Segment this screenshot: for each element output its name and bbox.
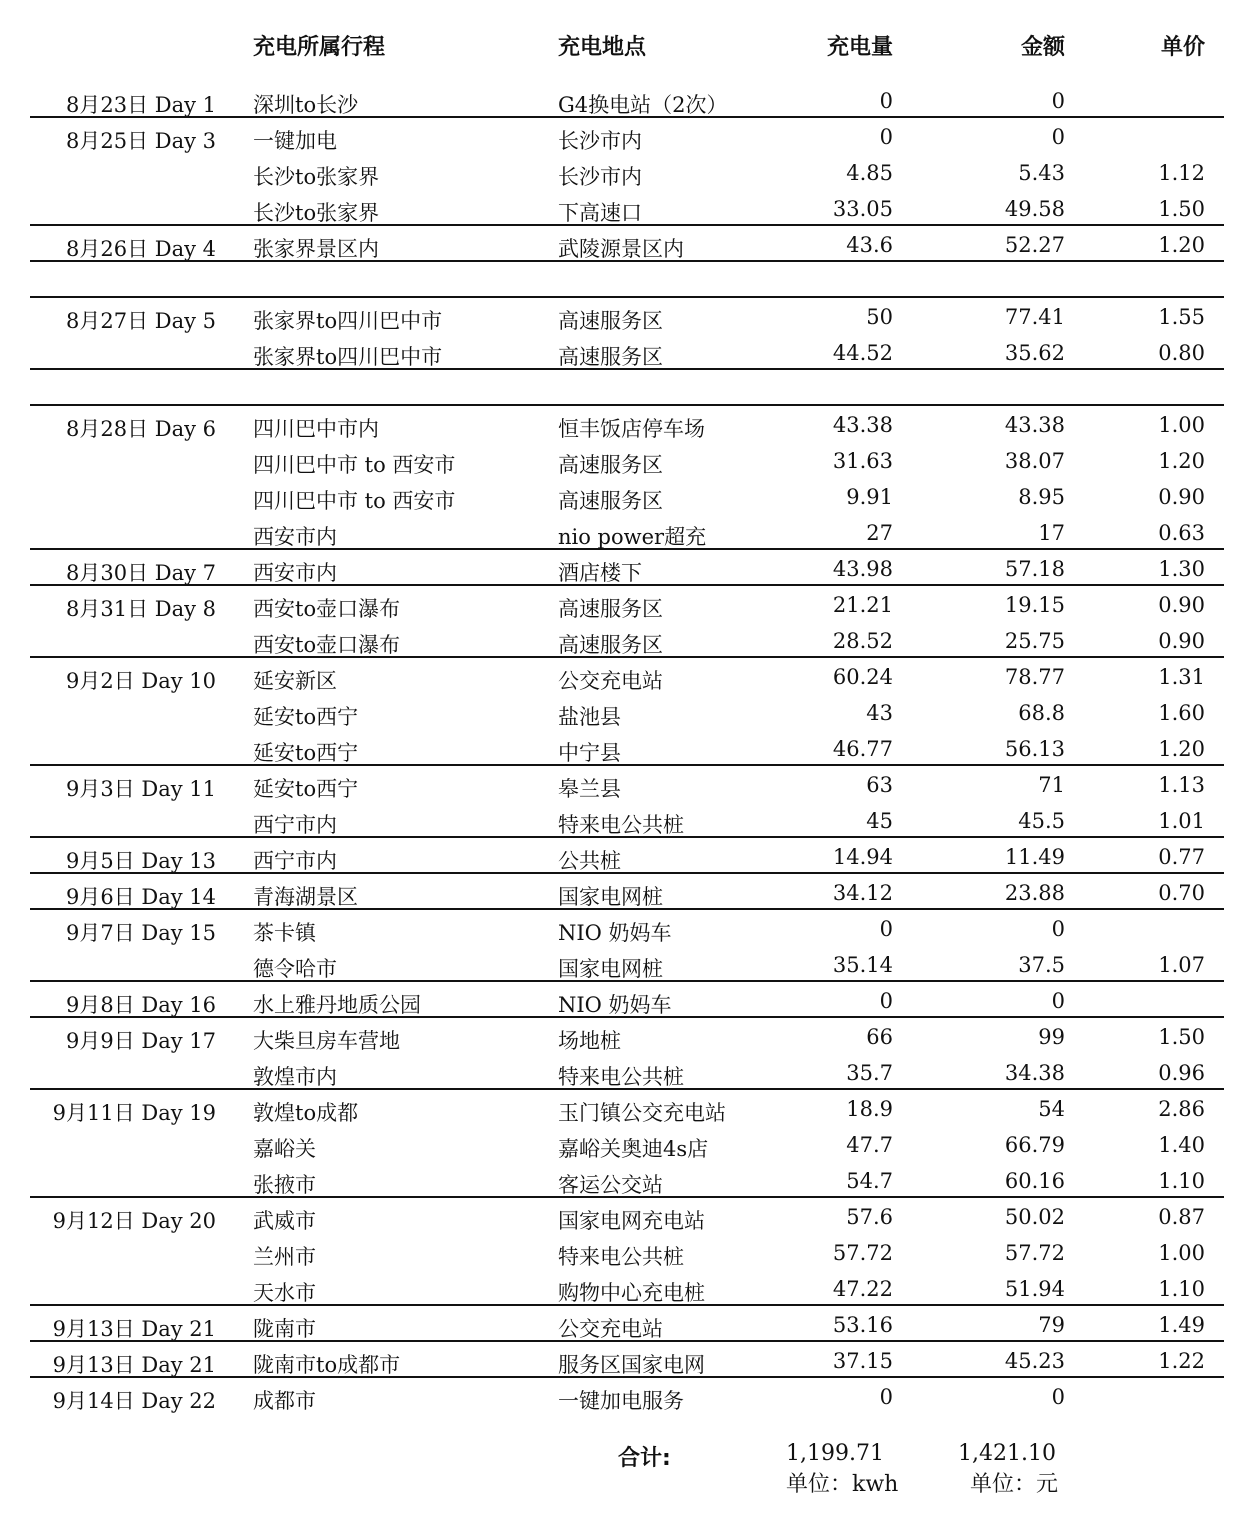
table-row [0, 190, 1254, 226]
row-trip: 张家界景区内 [253, 237, 379, 261]
row-amount: 56.13 [1004, 737, 1065, 761]
row-location: 特来电公共桩 [558, 1065, 684, 1089]
row-date: 9月7日 Day 15 [65, 921, 216, 945]
row-trip: 德令哈市 [253, 957, 337, 981]
row-date: 9月11日 Day 19 [52, 1101, 216, 1125]
table-row [0, 1162, 1254, 1198]
row-kwh: 43 [866, 701, 893, 725]
row-location: 特来电公共桩 [558, 813, 684, 837]
row-trip: 茶卡镇 [253, 921, 316, 945]
table-row [0, 442, 1254, 478]
row-amount: 99 [1038, 1025, 1065, 1049]
table-row [0, 874, 1254, 910]
total-section [0, 1435, 1254, 1505]
row-trip: 西宁市内 [253, 813, 337, 837]
row-unit-price: 0.90 [1158, 593, 1205, 617]
row-unit-price: 0.87 [1158, 1205, 1205, 1229]
row-unit-price: 1.22 [1158, 1349, 1205, 1373]
row-amount: 17 [1038, 521, 1065, 545]
table-row [0, 226, 1254, 262]
row-location: 高速服务区 [558, 345, 663, 369]
row-location: 恒丰饭店停车场 [558, 417, 705, 441]
row-kwh: 4.85 [846, 161, 893, 185]
row-kwh: 27 [866, 521, 893, 545]
row-unit-price: 1.10 [1158, 1169, 1205, 1193]
table-row [0, 1090, 1254, 1126]
row-unit-price: 1.00 [1158, 413, 1205, 437]
row-trip: 水上雅丹地质公园 [253, 993, 421, 1017]
row-unit-price: 0.90 [1158, 485, 1205, 509]
row-kwh: 45 [866, 809, 893, 833]
table-row [0, 694, 1254, 730]
row-kwh: 18.9 [846, 1097, 893, 1121]
row-date: 9月3日 Day 11 [65, 777, 216, 801]
row-location: 特来电公共桩 [558, 1245, 684, 1269]
row-amount: 45.5 [1018, 809, 1065, 833]
row-trip: 陇南市 [253, 1317, 316, 1341]
row-amount: 0 [1051, 989, 1065, 1013]
row-trip: 张家界to四川巴中市 [253, 345, 443, 369]
row-kwh: 0 [879, 89, 893, 113]
row-location: 客运公交站 [558, 1173, 663, 1197]
row-trip: 嘉峪关 [253, 1137, 316, 1161]
row-trip: 敦煌to成都 [253, 1101, 359, 1125]
row-location: 酒店楼下 [558, 561, 642, 585]
table-row [0, 1198, 1254, 1234]
row-amount: 52.27 [1004, 233, 1065, 257]
row-kwh: 53.16 [832, 1313, 893, 1337]
table-row [0, 82, 1254, 118]
row-amount: 49.58 [1004, 197, 1065, 221]
row-date: 8月28日 Day 6 [65, 417, 216, 441]
row-location: 高速服务区 [558, 309, 663, 333]
total-amount: 1,421.10 [958, 1441, 1056, 1466]
row-location: 服务区国家电网 [558, 1353, 705, 1377]
row-trip: 西安to壶口瀑布 [253, 597, 401, 621]
row-trip: 延安to西宁 [253, 741, 359, 765]
row-kwh: 57.72 [832, 1241, 893, 1265]
row-amount: 38.07 [1004, 449, 1065, 473]
table-row [0, 1270, 1254, 1306]
row-trip: 武威市 [253, 1209, 316, 1233]
row-trip: 西安to壶口瀑布 [253, 633, 401, 657]
table-row [0, 370, 1254, 406]
row-trip: 深圳to长沙 [253, 93, 359, 117]
row-kwh: 54.7 [846, 1169, 893, 1193]
row-location: 盐池县 [558, 705, 621, 729]
table-row [0, 730, 1254, 766]
table-row [0, 478, 1254, 514]
row-location: 嘉峪关奥迪4s店 [558, 1137, 709, 1161]
row-amount: 43.38 [1004, 413, 1065, 437]
row-kwh: 43.98 [832, 557, 893, 581]
row-kwh: 31.63 [832, 449, 893, 473]
row-location: 长沙市内 [558, 129, 642, 153]
row-date: 9月8日 Day 16 [65, 993, 216, 1017]
header-trip: 充电所属行程 [253, 35, 386, 60]
row-trip: 成都市 [253, 1389, 316, 1413]
row-kwh: 50 [866, 305, 893, 329]
row-unit-price: 1.49 [1158, 1313, 1205, 1337]
row-date: 9月14日 Day 22 [52, 1389, 216, 1413]
row-trip: 敦煌市内 [253, 1065, 337, 1089]
row-trip: 延安新区 [253, 669, 337, 693]
row-kwh: 34.12 [832, 881, 893, 905]
table-row [0, 982, 1254, 1018]
row-amount: 54 [1038, 1097, 1065, 1121]
row-date: 8月31日 Day 8 [65, 597, 216, 621]
row-amount: 68.8 [1018, 701, 1065, 725]
row-trip: 陇南市to成都市 [253, 1353, 401, 1377]
row-location: 公共桩 [558, 849, 621, 873]
row-unit-price: 1.07 [1158, 953, 1205, 977]
row-unit-price: 1.01 [1158, 809, 1205, 833]
row-kwh: 46.77 [832, 737, 893, 761]
row-unit-price: 1.50 [1158, 1025, 1205, 1049]
row-location: G4换电站（2次） [558, 93, 728, 117]
row-unit-price: 0.77 [1158, 845, 1205, 869]
row-amount: 25.75 [1004, 629, 1065, 653]
row-unit-price: 1.30 [1158, 557, 1205, 581]
row-unit-price: 1.20 [1158, 737, 1205, 761]
row-location: 下高速口 [558, 201, 642, 225]
row-unit-price: 0.70 [1158, 881, 1205, 905]
row-location: 国家电网桩 [558, 957, 663, 981]
row-trip: 四川巴中市内 [253, 417, 379, 441]
row-trip: 青海湖景区 [253, 885, 358, 909]
row-date: 8月23日 Day 1 [65, 93, 216, 117]
row-kwh: 35.7 [846, 1061, 893, 1085]
row-amount: 57.72 [1004, 1241, 1065, 1265]
row-date: 8月25日 Day 3 [65, 129, 216, 153]
row-kwh: 0 [879, 989, 893, 1013]
row-unit-price: 1.50 [1158, 197, 1205, 221]
table-row [0, 550, 1254, 586]
row-unit-price: 0.90 [1158, 629, 1205, 653]
row-unit-price: 1.20 [1158, 233, 1205, 257]
row-trip: 长沙to张家界 [253, 201, 380, 225]
row-amount: 71 [1038, 773, 1065, 797]
row-trip: 兰州市 [253, 1245, 316, 1269]
row-trip: 张家界to四川巴中市 [253, 309, 443, 333]
row-kwh: 35.14 [832, 953, 893, 977]
row-unit-price: 1.40 [1158, 1133, 1205, 1157]
row-amount: 0 [1051, 1385, 1065, 1409]
row-kwh: 21.21 [832, 593, 893, 617]
row-location: 玉门镇公交充电站 [558, 1101, 726, 1125]
row-amount: 57.18 [1004, 557, 1065, 581]
row-amount: 66.79 [1004, 1133, 1065, 1157]
table-row [0, 154, 1254, 190]
row-kwh: 9.91 [846, 485, 893, 509]
row-date: 8月30日 Day 7 [65, 561, 216, 585]
row-unit-price: 1.10 [1158, 1277, 1205, 1301]
charging-table-body [0, 82, 1254, 1414]
row-location: 公交充电站 [558, 1317, 663, 1341]
row-kwh: 60.24 [832, 665, 893, 689]
header-amount: 金额 [1020, 35, 1065, 60]
row-location: 国家电网充电站 [558, 1209, 705, 1233]
row-trip: 西安市内 [253, 525, 337, 549]
row-trip: 四川巴中市 to 西安市 [253, 489, 456, 513]
row-location: 高速服务区 [558, 489, 663, 513]
row-amount: 78.77 [1004, 665, 1065, 689]
row-location: 中宁县 [558, 741, 621, 765]
header-unit-price: 单价 [1160, 35, 1205, 60]
row-amount: 60.16 [1004, 1169, 1065, 1193]
total-kwh: 1,199.71 [786, 1441, 884, 1466]
row-date: 9月2日 Day 10 [65, 669, 216, 693]
row-amount: 19.15 [1004, 593, 1065, 617]
table-row [0, 1018, 1254, 1054]
total-amount-unit: 单位：元 [970, 1472, 1059, 1497]
row-kwh: 47.22 [832, 1277, 893, 1301]
row-trip: 长沙to张家界 [253, 165, 380, 189]
total-label: 合计: [618, 1446, 671, 1471]
row-date: 9月6日 Day 14 [65, 885, 216, 909]
row-unit-price: 2.86 [1158, 1097, 1205, 1121]
row-trip: 四川巴中市 to 西安市 [253, 453, 456, 477]
table-row [0, 658, 1254, 694]
total-kwh-unit: 单位：kwh [786, 1472, 899, 1497]
table-row [0, 118, 1254, 154]
table-row [0, 910, 1254, 946]
row-kwh: 37.15 [832, 1349, 893, 1373]
row-location: 购物中心充电桩 [558, 1281, 705, 1305]
header-location: 充电地点 [558, 35, 647, 60]
header-kwh: 充电量 [826, 35, 893, 60]
table-row [0, 406, 1254, 442]
row-location: 一键加电服务 [558, 1389, 684, 1413]
row-location: 场地桩 [558, 1029, 621, 1053]
row-kwh: 0 [879, 125, 893, 149]
row-amount: 51.94 [1004, 1277, 1065, 1301]
row-trip: 大柴旦房车营地 [253, 1029, 400, 1053]
row-amount: 23.88 [1004, 881, 1065, 905]
row-date: 9月9日 Day 17 [65, 1029, 216, 1053]
row-trip: 一键加电 [253, 129, 337, 153]
row-trip: 西宁市内 [253, 849, 337, 873]
row-unit-price: 0.63 [1158, 521, 1205, 545]
row-location: 国家电网桩 [558, 885, 663, 909]
table-row [0, 1234, 1254, 1270]
row-unit-price: 0.80 [1158, 341, 1205, 365]
row-date: 8月27日 Day 5 [65, 309, 216, 333]
table-row [0, 802, 1254, 838]
row-kwh: 66 [866, 1025, 893, 1049]
row-trip: 延安to西宁 [253, 705, 359, 729]
table-row [0, 1342, 1254, 1378]
row-date: 9月13日 Day 21 [52, 1353, 216, 1377]
row-date: 9月12日 Day 20 [52, 1209, 216, 1233]
row-unit-price: 1.13 [1158, 773, 1205, 797]
table-row [0, 766, 1254, 802]
row-trip: 张掖市 [253, 1173, 316, 1197]
row-location: 长沙市内 [558, 165, 642, 189]
table-row [0, 1126, 1254, 1162]
row-unit-price: 1.55 [1158, 305, 1205, 329]
row-location: 高速服务区 [558, 453, 663, 477]
row-date: 9月5日 Day 13 [65, 849, 216, 873]
table-row [0, 514, 1254, 550]
row-trip: 西安市内 [253, 561, 337, 585]
row-amount: 77.41 [1004, 305, 1065, 329]
table-header [0, 24, 1254, 64]
row-amount: 5.43 [1018, 161, 1065, 185]
table-row [0, 1306, 1254, 1342]
row-date: 8月26日 Day 4 [65, 237, 216, 261]
row-kwh: 44.52 [832, 341, 893, 365]
row-kwh: 0 [879, 1385, 893, 1409]
table-row [0, 334, 1254, 370]
row-trip: 延安to西宁 [253, 777, 359, 801]
row-location: 武陵源景区内 [558, 237, 684, 261]
table-row [0, 1378, 1254, 1414]
row-location: NIO 奶妈车 [558, 993, 672, 1017]
row-amount: 79 [1038, 1313, 1065, 1337]
table-row [0, 586, 1254, 622]
row-location: 皋兰县 [558, 777, 621, 801]
table-row [0, 298, 1254, 334]
row-kwh: 0 [879, 917, 893, 941]
row-kwh: 47.7 [846, 1133, 893, 1157]
row-unit-price: 1.20 [1158, 449, 1205, 473]
row-unit-price: 1.31 [1158, 665, 1205, 689]
row-location: 高速服务区 [558, 633, 663, 657]
row-location: 高速服务区 [558, 597, 663, 621]
row-amount: 37.5 [1018, 953, 1065, 977]
row-amount: 0 [1051, 89, 1065, 113]
row-kwh: 43.38 [832, 413, 893, 437]
row-amount: 0 [1051, 125, 1065, 149]
row-kwh: 57.6 [846, 1205, 893, 1229]
row-kwh: 63 [866, 773, 893, 797]
row-amount: 35.62 [1004, 341, 1065, 365]
row-amount: 34.38 [1004, 1061, 1065, 1085]
row-amount: 11.49 [1004, 845, 1065, 869]
table-row [0, 622, 1254, 658]
row-date: 9月13日 Day 21 [52, 1317, 216, 1341]
row-kwh: 14.94 [832, 845, 893, 869]
table-row [0, 1054, 1254, 1090]
row-kwh: 43.6 [846, 233, 893, 257]
row-unit-price: 0.96 [1158, 1061, 1205, 1085]
row-unit-price: 1.00 [1158, 1241, 1205, 1265]
table-row [0, 946, 1254, 982]
table-row [0, 262, 1254, 298]
row-kwh: 33.05 [832, 197, 893, 221]
row-amount: 50.02 [1004, 1205, 1065, 1229]
row-amount: 8.95 [1018, 485, 1065, 509]
row-unit-price: 1.12 [1158, 161, 1205, 185]
table-row [0, 838, 1254, 874]
row-location: NIO 奶妈车 [558, 921, 672, 945]
row-location: 公交充电站 [558, 669, 663, 693]
row-amount: 45.23 [1004, 1349, 1065, 1373]
row-location: nio power超充 [558, 525, 707, 549]
row-unit-price: 1.60 [1158, 701, 1205, 725]
row-trip: 天水市 [253, 1281, 316, 1305]
row-kwh: 28.52 [832, 629, 893, 653]
row-amount: 0 [1051, 917, 1065, 941]
